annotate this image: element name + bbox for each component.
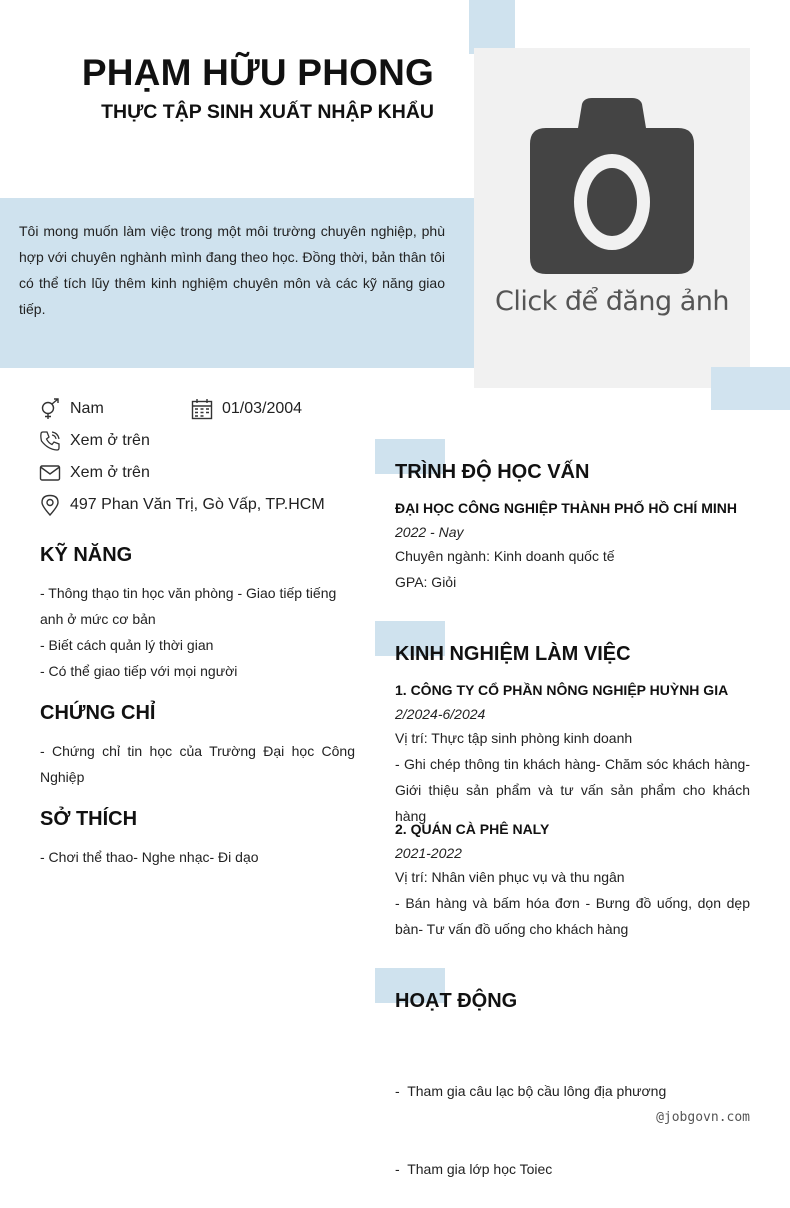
- birthday-value: 01/03/2004: [222, 400, 303, 417]
- email-value: Xem ở trên: [70, 464, 150, 481]
- job-entry: [395, 677, 750, 829]
- gender-row: [39, 397, 104, 421]
- education-period: 2022 - Nay: [395, 524, 464, 540]
- job-description: - Ghi chép thông tin khách hàng- Chăm sóc khách hàng- Giới thiệu sản phẩm và tư vấn sản phẩm cho khách hàng: [395, 756, 750, 824]
- activities-title: HOẠT ĐỘNG: [395, 990, 518, 1012]
- skill-item: - Có thể giao tiếp với mọi người: [40, 663, 238, 679]
- address-row: [39, 493, 325, 517]
- job-description: - Bán hàng và bấm hóa đơn - Bưng đồ uống, dọn dẹp bàn- Tư vấn đồ uống cho khách hàng: [395, 895, 750, 937]
- certificate-item: - Chứng chỉ tin học của Trường Đại học Công Nghiệp: [40, 743, 355, 785]
- education-title: TRÌNH ĐỘ HỌC VẤN: [395, 461, 590, 483]
- candidate-name: PHẠM HỮU PHONG: [81, 52, 434, 93]
- activity-item: - Tham gia lớp học Toiec: [395, 1161, 553, 1177]
- gender-value: Nam: [70, 400, 104, 417]
- job-position: Vị trí: Nhân viên phục vụ và thu ngân: [395, 869, 625, 885]
- skill-item: - Biết cách quản lý thời gian: [40, 637, 214, 653]
- decor-square-right: [711, 367, 790, 410]
- objective-box: [0, 198, 505, 368]
- skills-title: KỸ NĂNG: [40, 544, 133, 566]
- decor-square-top: [469, 0, 515, 54]
- location-pin-icon: [39, 494, 61, 516]
- objective-text: Tôi mong muốn làm việc trong một môi trường chuyên nghiệp, phù hợp với chuyên nghành mình đang theo học. Đồng thời, bản thân tôi có thể tích lũy thêm kinh nghiệm chuyên môn và các kỹ năng giao tiếp.: [19, 223, 445, 317]
- address-value: 497 Phan Văn Trị, Gò Vấp, TP.HCM: [70, 496, 325, 513]
- job-period: 2021-2022: [395, 845, 462, 861]
- experience-title: KINH NGHIỆM LÀM VIỆC: [395, 643, 631, 665]
- job-period: 2/2024-6/2024: [395, 706, 486, 722]
- phone-row: [39, 429, 150, 453]
- phone-icon: [39, 430, 61, 452]
- job-company: 2. QUÁN CÀ PHÊ NALY: [395, 821, 550, 837]
- certificates-list: [40, 738, 355, 790]
- candidate-title: THỰC TẬP SINH XUẤT NHẬP KHẨU: [101, 101, 434, 123]
- phone-value: Xem ở trên: [70, 432, 150, 449]
- job-company: 1. CÔNG TY CỔ PHẦN NÔNG NGHIỆP HUỲNH GIA: [395, 682, 729, 698]
- certificates-title: CHỨNG CHỈ: [40, 702, 156, 724]
- camera-icon: [530, 98, 694, 274]
- footer-watermark: @jobgovn.com: [656, 1110, 750, 1125]
- hobbies-title: SỞ THÍCH: [40, 808, 138, 830]
- hobby-item: - Chơi thể thao- Nghe nhạc- Đi dạo: [40, 849, 259, 865]
- gender-icon: [39, 398, 61, 420]
- calendar-icon: [191, 398, 213, 420]
- school-name: ĐẠI HỌC CÔNG NGHIỆP THÀNH PHỐ HỒ CHÍ MINH: [395, 500, 737, 516]
- envelope-icon: [39, 462, 61, 484]
- email-row: [39, 461, 150, 485]
- hobbies-list: [40, 844, 355, 870]
- skills-list: [40, 580, 340, 684]
- education-block: [395, 495, 755, 595]
- education-major: Chuyên ngành: Kinh doanh quốc tế: [395, 548, 615, 564]
- job-position: Vị trí: Thực tập sinh phòng kinh doanh: [395, 730, 633, 746]
- photo-label: Click để đăng ảnh: [494, 286, 730, 317]
- photo-upload[interactable]: [474, 48, 750, 388]
- activity-item: - Tham gia câu lạc bộ cầu lông địa phương: [395, 1083, 667, 1099]
- education-gpa: GPA: Giỏi: [395, 574, 457, 590]
- job-entry: [395, 816, 750, 942]
- skill-item: - Thông thạo tin học văn phòng - Giao tiếp tiếng anh ở mức cơ bản: [40, 585, 337, 627]
- birthday-row: [191, 397, 302, 421]
